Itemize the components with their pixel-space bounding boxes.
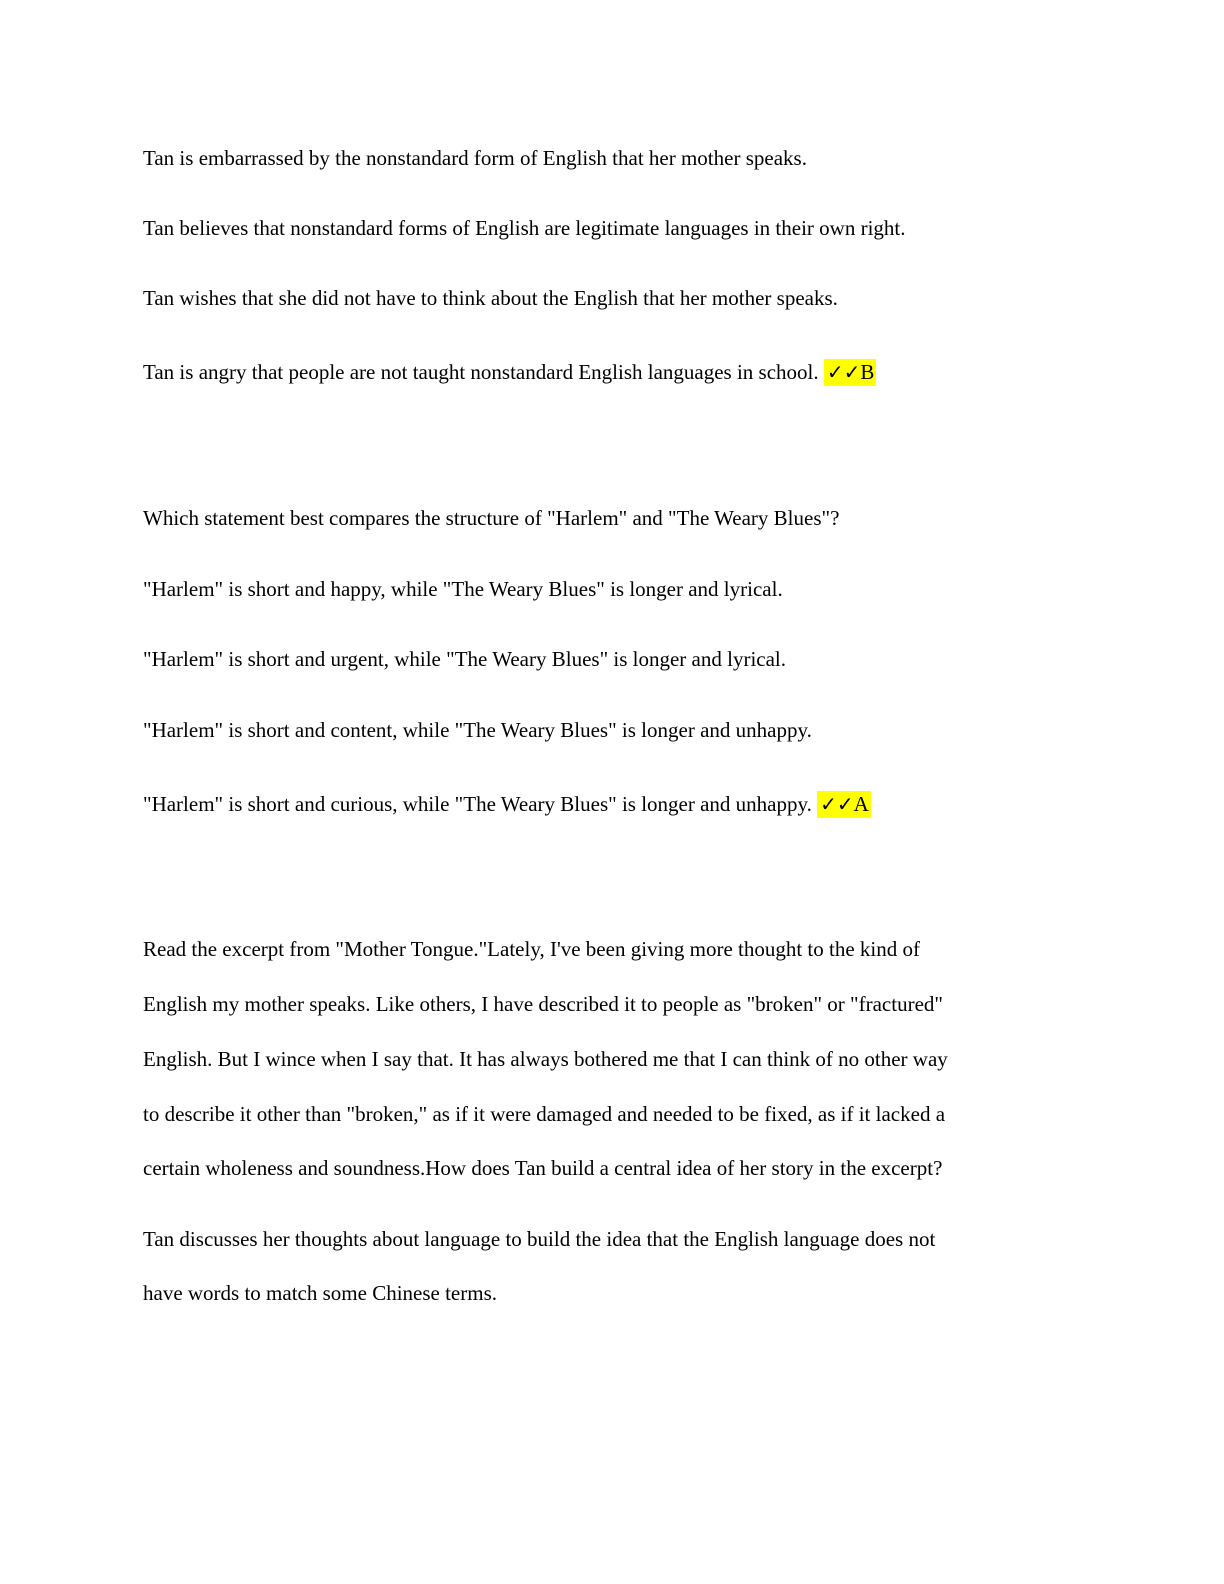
q2-option-2: "Harlem" is short and urgent, while "The Weary Blues" is longer and lyrical. (143, 647, 787, 671)
q3-question-line-3: English. But I wince when I say that. It has always bothered me that I can think of no other way (143, 1047, 948, 1071)
q1-answer-highlight (824, 359, 877, 386)
q3-option-line-1: Tan discusses her thoughts about language to build the idea that the English language does not (143, 1227, 936, 1251)
q1-option-3: Tan wishes that she did not have to think about the English that her mother speaks. (143, 286, 838, 310)
check-icon: ✓✓ (826, 360, 861, 384)
q1-answer-letter: B (860, 360, 875, 384)
q1-option-4 (143, 359, 876, 385)
q2-question: Which statement best compares the structure of "Harlem" and "The Weary Blues"? (143, 506, 840, 530)
q2-answer-highlight (817, 791, 871, 818)
q2-option-4 (143, 791, 871, 817)
q2-option-4-text: "Harlem" is short and curious, while "The Weary Blues" is longer and unhappy. (143, 792, 812, 816)
q1-option-4-text: Tan is angry that people are not taught nonstandard English languages in school. (143, 360, 819, 384)
q3-question-line-4: to describe it other than "broken," as if it were damaged and needed to be fixed, as if it lacked a (143, 1102, 946, 1126)
q3-question-line-5: certain wholeness and soundness.How does Tan build a central idea of her story in the excerpt? (143, 1156, 943, 1180)
q2-option-3: "Harlem" is short and content, while "The Weary Blues" is longer and unhappy. (143, 718, 812, 742)
q1-option-1: Tan is embarrassed by the nonstandard form of English that her mother speaks. (143, 146, 807, 170)
q2-option-1: "Harlem" is short and happy, while "The Weary Blues" is longer and lyrical. (143, 577, 783, 601)
q3-option-line-2: have words to match some Chinese terms. (143, 1281, 498, 1305)
q3-question-line-2: English my mother speaks. Like others, I have described it to people as "broken" or "fractured" (143, 992, 943, 1016)
q3-question-line-1: Read the excerpt from "Mother Tongue."Lately, I've been giving more thought to the kind of (143, 937, 920, 961)
check-icon: ✓✓ (820, 792, 854, 816)
q2-answer-letter: A (853, 792, 869, 816)
q1-option-2: Tan believes that nonstandard forms of English are legitimate languages in their own right. (143, 216, 906, 240)
